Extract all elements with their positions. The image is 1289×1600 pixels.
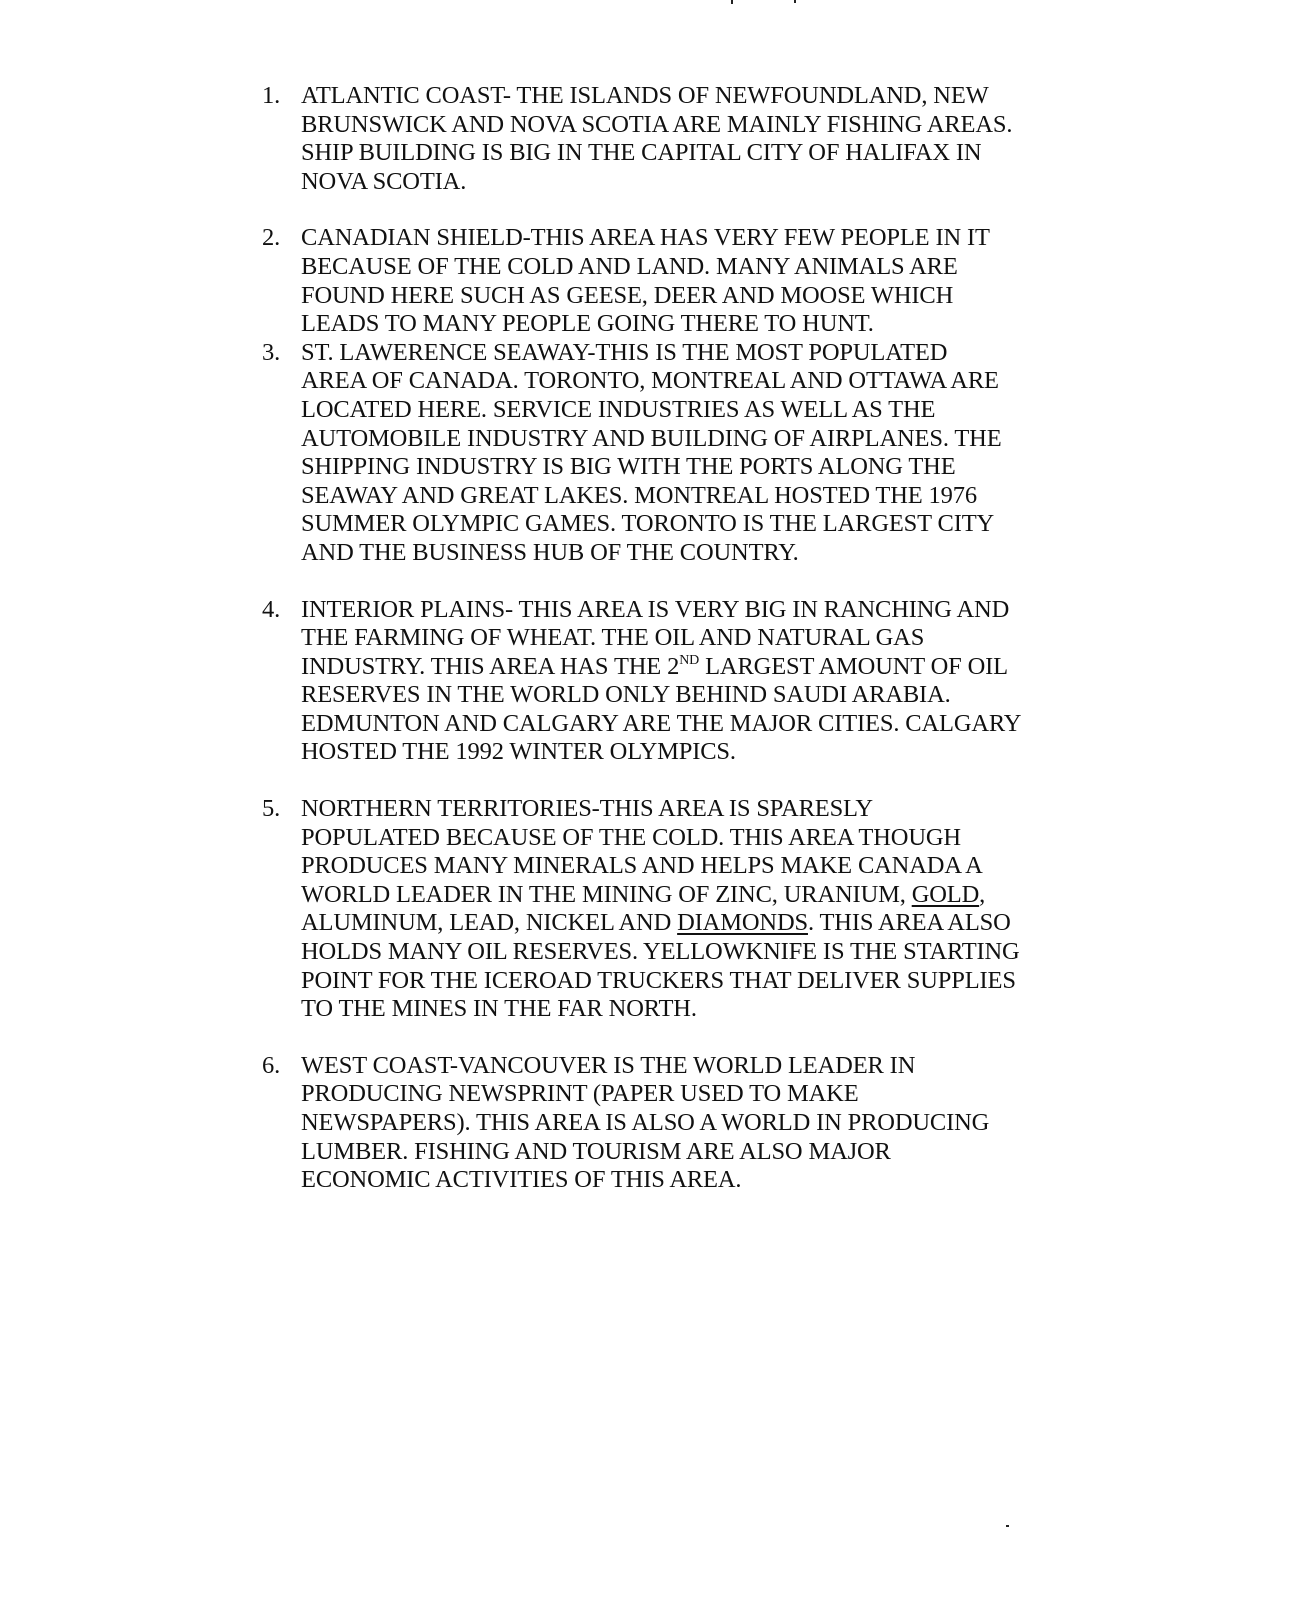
item-line: PRODUCING NEWSPRINT (PAPER USED TO MAKE (301, 1080, 859, 1108)
item-line: LUMBER. FISHING AND TOURISM ARE ALSO MAJOR (301, 1137, 891, 1165)
item-line: SHIPPING INDUSTRY IS BIG WITH THE PORTS ALONG THE (301, 453, 956, 481)
item-line: NOVA SCOTIA. (301, 167, 467, 195)
item-line-with-superscript (301, 653, 1062, 682)
item-line: ECONOMIC ACTIVITIES OF THIS AREA. (301, 1166, 742, 1194)
line-text: WORLD LEADER IN THE MINING OF ZINC, URANIUM, (301, 880, 912, 908)
underlined-word-diamonds: DIAMONDS (677, 909, 808, 937)
item-line: ATLANTIC COAST- THE ISLANDS OF NEWFOUNDLAND, NEW (301, 82, 989, 109)
underlined-word-gold: GOLD (911, 880, 980, 908)
item-number: 3. (262, 338, 281, 366)
item-line: AUTOMOBILE INDUSTRY AND BUILDING OF AIRPLANES. THE (301, 424, 1002, 452)
ordinal-superscript: ND (679, 652, 700, 668)
line-text: INDUSTRY. THIS AREA HAS THE 2 (301, 652, 680, 680)
item-number: 6. (262, 1051, 281, 1079)
item-line: INTERIOR PLAINS- THIS AREA IS VERY BIG IN RANCHING AND (301, 595, 1010, 623)
line-text: LARGEST AMOUNT OF OIL (699, 652, 1008, 680)
scan-mark-bottom (1006, 1525, 1009, 1527)
item-line-with-underline (301, 909, 1062, 938)
item-line: TO THE MINES IN THE FAR NORTH. (301, 995, 697, 1023)
line-text: , (979, 880, 986, 908)
list-item-canadian-shield (262, 224, 1062, 338)
item-line: SEAWAY AND GREAT LAKES. MONTREAL HOSTED THE 1976 (301, 481, 977, 509)
item-number: 4. (262, 595, 281, 623)
item-line: SHIP BUILDING IS BIG IN THE CAPITAL CITY OF HALIFAX IN (301, 139, 982, 167)
item-line: WEST COAST-VANCOUVER IS THE WORLD LEADER IN (301, 1051, 916, 1079)
item-line: POINT FOR THE ICEROAD TRUCKERS THAT DELIVER SUPPLIES (301, 966, 1016, 994)
item-line: AND THE BUSINESS HUB OF THE COUNTRY. (301, 538, 799, 566)
line-text: ALUMINUM, LEAD, NICKEL AND (301, 909, 678, 937)
item-line: FOUND HERE SUCH AS GEESE, DEER AND MOOSE WHICH (301, 281, 954, 309)
list-item-st-lawrence-seaway (262, 339, 1062, 568)
item-line: LEADS TO MANY PEOPLE GOING THERE TO HUNT. (301, 310, 874, 338)
list-item-atlantic-coast (262, 82, 1062, 196)
list-item-northern-territories (262, 795, 1062, 1024)
list-item-interior-plains (262, 596, 1062, 768)
item-line: RESERVES IN THE WORLD ONLY BEHIND SAUDI ARABIA. (301, 681, 951, 709)
item-line: POPULATED BECAUSE OF THE COLD. THIS AREA THOUGH (301, 823, 961, 851)
scan-mark-top-right (794, 0, 796, 3)
item-line: AREA OF CANADA. TORONTO, MONTREAL AND OTTAWA ARE (301, 367, 999, 395)
line-text: . THIS AREA ALSO (807, 909, 1011, 937)
item-line: CANADIAN SHIELD-THIS AREA HAS VERY FEW PEOPLE IN IT (301, 224, 990, 252)
item-number: 2. (262, 224, 281, 252)
item-line: EDMUNTON AND CALGARY ARE THE MAJOR CITIES. CALGARY (301, 709, 1022, 737)
item-line-with-underline (301, 881, 1062, 910)
scan-mark-top (731, 0, 733, 4)
regions-list (262, 82, 1062, 1223)
item-line: SUMMER OLYMPIC GAMES. TORONTO IS THE LARGEST CITY (301, 510, 995, 538)
item-number: 5. (262, 795, 281, 823)
item-number: 1. (262, 82, 281, 109)
item-line: HOLDS MANY OIL RESERVES. YELLOWKNIFE IS THE STARTING (301, 938, 1020, 966)
item-line: NEWSPAPERS). THIS AREA IS ALSO A WORLD IN PRODUCING (301, 1109, 990, 1136)
item-line: BRUNSWICK AND NOVA SCOTIA ARE MAINLY FISHING AREAS. (301, 110, 1013, 138)
item-line: ST. LAWERENCE SEAWAY-THIS IS THE MOST POPULATED (301, 338, 948, 366)
item-line: THE FARMING OF WHEAT. THE OIL AND NATURAL GAS (301, 624, 925, 652)
list-item-west-coast (262, 1052, 1062, 1195)
item-line: LOCATED HERE. SERVICE INDUSTRIES AS WELL AS THE (301, 395, 936, 423)
item-line: BECAUSE OF THE COLD AND LAND. MANY ANIMALS ARE (301, 252, 958, 280)
item-line: PRODUCES MANY MINERALS AND HELPS MAKE CANADA A (301, 852, 983, 880)
item-line: HOSTED THE 1992 WINTER OLYMPICS. (301, 738, 736, 766)
item-line: NORTHERN TERRITORIES-THIS AREA IS SPARESLY (301, 795, 873, 823)
